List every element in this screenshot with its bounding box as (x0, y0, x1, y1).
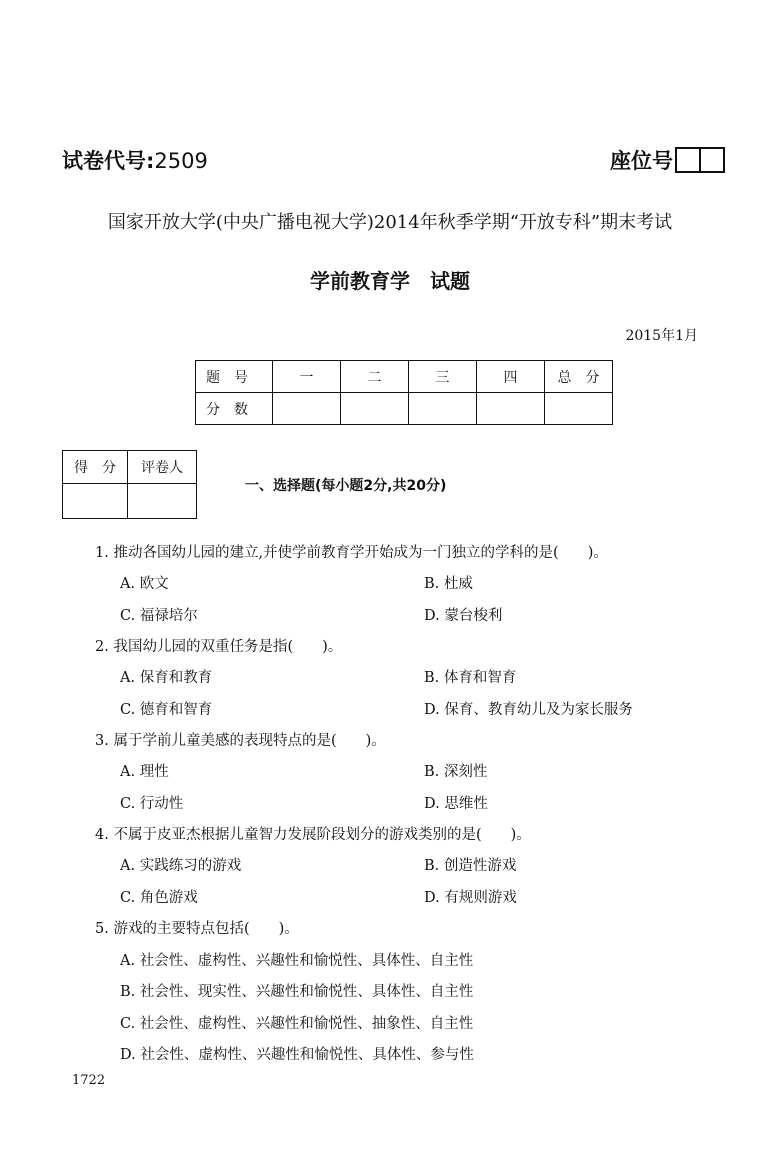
q2-option-d: D. 保育、教育幼儿及为家长服务 (424, 702, 633, 718)
column-2: 二 (341, 361, 409, 393)
paper-code-label: 试卷代号 (62, 149, 146, 173)
total-label: 总 分 (545, 361, 613, 393)
column-1: 一 (273, 361, 341, 393)
q3-option-c: C. 行动性 (120, 796, 184, 812)
column-4: 四 (477, 361, 545, 393)
q2-option-b: B. 体育和智育 (424, 670, 517, 686)
q3-option-b: B. 深刻性 (424, 764, 488, 780)
q4-option-b: B. 创造性游戏 (424, 858, 517, 874)
grader-score-cell[interactable] (63, 484, 128, 519)
institution-line: 国家开放大学(中央广播电视大学)2014年秋季学期“开放专科”期末考试 (107, 212, 673, 233)
question-number-label: 题 号 (196, 361, 273, 393)
exam-date: 2015年1月 (625, 328, 698, 344)
grader-score-label: 得 分 (63, 451, 128, 484)
q4-option-c: C. 角色游戏 (120, 890, 198, 906)
score-cell-2[interactable] (341, 393, 409, 425)
grader-box (62, 450, 197, 519)
page-number: 1722 (72, 1073, 106, 1088)
score-table-score-row (196, 393, 613, 425)
q5-option-a: A. 社会性、虚构性、兴趣性和愉悦性、具体性、自主性 (120, 953, 474, 969)
question-5: 5. 游戏的主要特点包括( )。 (95, 921, 299, 937)
exam-title: 学前教育学 试题 (310, 269, 470, 293)
seat-box-1[interactable] (677, 149, 699, 171)
paper-code-value: 2509 (154, 149, 208, 173)
question-4: 4. 不属于皮亚杰根据儿童智力发展阶段划分的游戏类别的是( )。 (95, 827, 531, 843)
seat-number-label: 座位号 (610, 149, 673, 173)
q4-option-d: D. 有规则游戏 (424, 890, 517, 906)
question-3: 3. 属于学前儿童美感的表现特点的是( )。 (95, 733, 386, 749)
section-title: 一、选择题(每小题2分,共20分) (245, 478, 447, 494)
paper-code-separator: : (146, 149, 155, 173)
q3-option-a: A. 理性 (120, 764, 169, 780)
q3-option-d: D. 思维性 (424, 796, 488, 812)
score-cell-total[interactable] (545, 393, 613, 425)
q1-option-a: A. 欧文 (120, 576, 169, 592)
q1-option-c: C. 福禄培尔 (120, 608, 198, 624)
seat-box-2[interactable] (699, 149, 723, 171)
grader-name-cell[interactable] (128, 484, 197, 519)
paper-code (62, 145, 208, 175)
q1-option-d: D. 蒙台梭利 (424, 608, 503, 624)
q5-option-d: D. 社会性、虚构性、兴趣性和愉悦性、具体性、参与性 (120, 1047, 474, 1063)
q5-option-b: B. 社会性、现实性、兴趣性和愉悦性、具体性、自主性 (120, 984, 474, 1000)
question-1: 1. 推动各国幼儿园的建立,并使学前教育学开始成为一门独立的学科的是( )。 (95, 545, 608, 561)
seat-number (610, 145, 725, 175)
grader-name-label: 评卷人 (128, 451, 197, 484)
score-cell-3[interactable] (409, 393, 477, 425)
question-2: 2. 我国幼儿园的双重任务是指( )。 (95, 639, 343, 655)
seat-number-boxes[interactable] (675, 147, 725, 173)
q1-option-b: B. 杜威 (424, 576, 473, 592)
score-cell-1[interactable] (273, 393, 341, 425)
column-3: 三 (409, 361, 477, 393)
q5-option-c: C. 社会性、虚构性、兴趣性和愉悦性、抽象性、自主性 (120, 1016, 474, 1032)
score-label: 分 数 (196, 393, 273, 425)
q2-option-a: A. 保育和教育 (120, 670, 213, 686)
q2-option-c: C. 德育和智育 (120, 702, 213, 718)
q4-option-a: A. 实践练习的游戏 (120, 858, 242, 874)
score-table-header-row (196, 361, 613, 393)
score-table (195, 360, 613, 425)
score-cell-4[interactable] (477, 393, 545, 425)
